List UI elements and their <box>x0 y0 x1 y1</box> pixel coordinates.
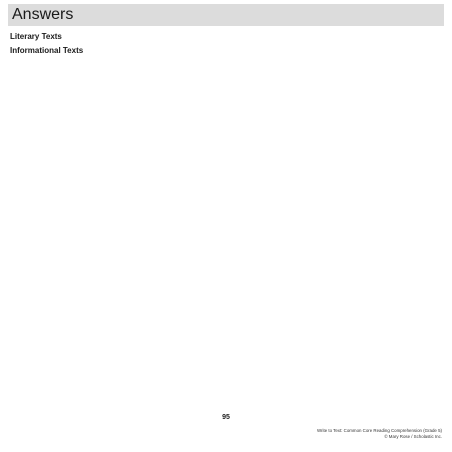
column-1 <box>10 32 147 410</box>
footer-line-2: © Mary Rose / Scholastic Inc. <box>384 433 442 439</box>
column-2 <box>157 32 294 410</box>
page-title: Answers <box>12 6 74 23</box>
answer-columns <box>10 32 442 410</box>
title-bar <box>8 4 444 26</box>
page-footer <box>317 428 442 439</box>
page-number: 95 <box>222 414 230 421</box>
section-heading-informational: Informational Texts <box>10 46 84 55</box>
footer-line-1: Write to Text: Common Core Reading Comprehension (Grade 5) <box>316 428 442 433</box>
section-heading-literary: Literary Texts <box>10 32 62 41</box>
column-3 <box>305 32 442 410</box>
